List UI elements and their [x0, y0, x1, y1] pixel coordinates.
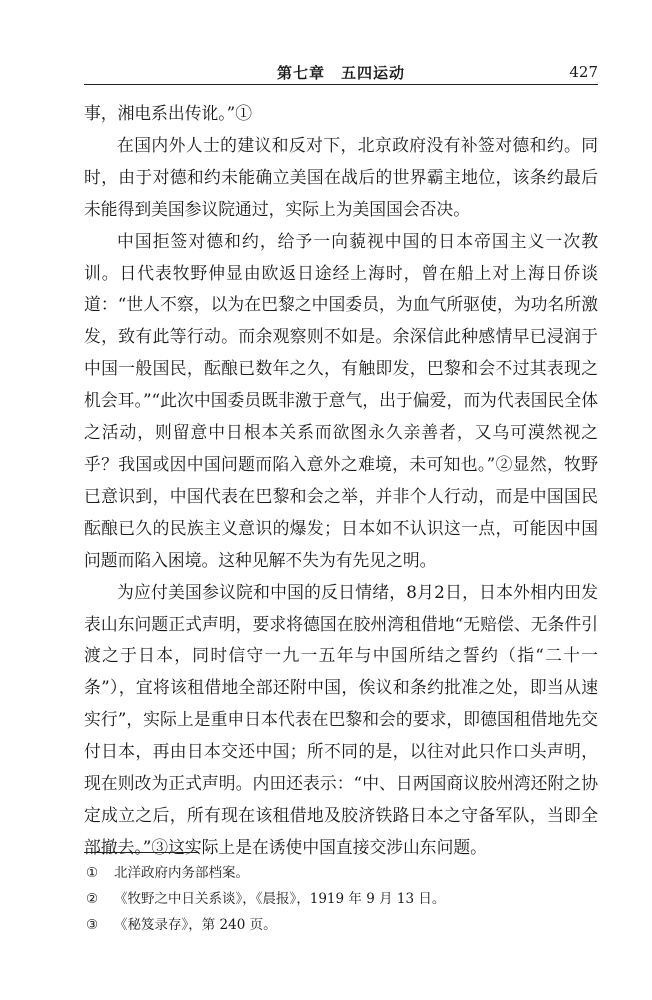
- footnote: [84, 886, 598, 912]
- footnote: [84, 860, 598, 886]
- paragraph: 为应付美国参议院和中国的反日情绪，8月2日，日本外相内田发表山东问题正式声明，要求将德国在胶州湾租借地“无赔偿、无条件引渡之于日本，同时信守一九一五年与中国所结之誓约（指“二十一条”），宜将该租借地全部还附中国，俟议和条约批准之处，即当从速实行”，实际上是重申日本代表在巴黎和会的要求，即德国租借地先交付日本，再由日本交还中国；所不同的是，以往对此只作口头声明，现在则改为正式声明。内田还表示：“中、日两国商议胶州湾还附之协定成立之后，所有现在该租借地及胶济铁路日本之守备军队，当即全部撤去。”③这实际上是在诱使中国直接交涉山东问题。: [84, 581, 598, 857]
- paragraph: 在国内外人士的建议和反对下，北京政府没有补签对德和约。同时，由于对德和约未能确立美国在战后的世界霸主地位，该条约最后未能得到美国参议院通过，实际上为美国国会否决。: [84, 134, 598, 219]
- footnote: [84, 912, 598, 938]
- running-header: [84, 60, 598, 85]
- chapter-title: 第七章 五四运动: [276, 64, 405, 82]
- footnote-text: 《秘笈录存》，第 240 页。: [114, 917, 277, 933]
- footnote-divider: [84, 852, 199, 853]
- footnote-mark: ③: [86, 917, 99, 933]
- footnotes: [84, 860, 598, 938]
- footnote-mark: ①: [86, 865, 99, 881]
- footnote-mark: ②: [86, 891, 99, 907]
- footnote-text: 北洋政府内务部档案。: [114, 865, 249, 881]
- footnote-text: 《牧野之中日关系谈》，《晨报》，1919 年 9 月 13 日。: [114, 891, 446, 907]
- body-text: [84, 98, 598, 864]
- paragraph-continuation: 事，湘电系出传讹。”①: [84, 103, 252, 123]
- page-number: 427: [569, 63, 598, 81]
- paragraph: 中国拒签对德和约，给予一向藐视中国的日本帝国主义一次教训。日代表牧野伸显由欧返日途经上海时，曾在船上对上海日侨谈道：“世人不察，以为在巴黎之中国委员，为血气所驱使，为功名所激发，致有此等行动。而余观察则不如是。余深信此种感情早已浸润于中国一般国民，酝酿已数年之久，有触即发，巴黎和会不过其表现之机会耳。”“此次中国委员既非激于意气，出于偏爱，而为代表国民全体之活动，则留意中日根本关系而欲图永久亲善者，又乌可漠然视之乎？我国或因中国问题而陷入意外之难境，未可知也。”②显然，牧野已意识到，中国代表在巴黎和会之举，并非个人行动，而是中国国民酝酿已久的民族主义意识的爆发；日本如不认识这一点，可能因中国问题而陷入困境。这种见解不失为有先见之明。: [84, 230, 598, 570]
